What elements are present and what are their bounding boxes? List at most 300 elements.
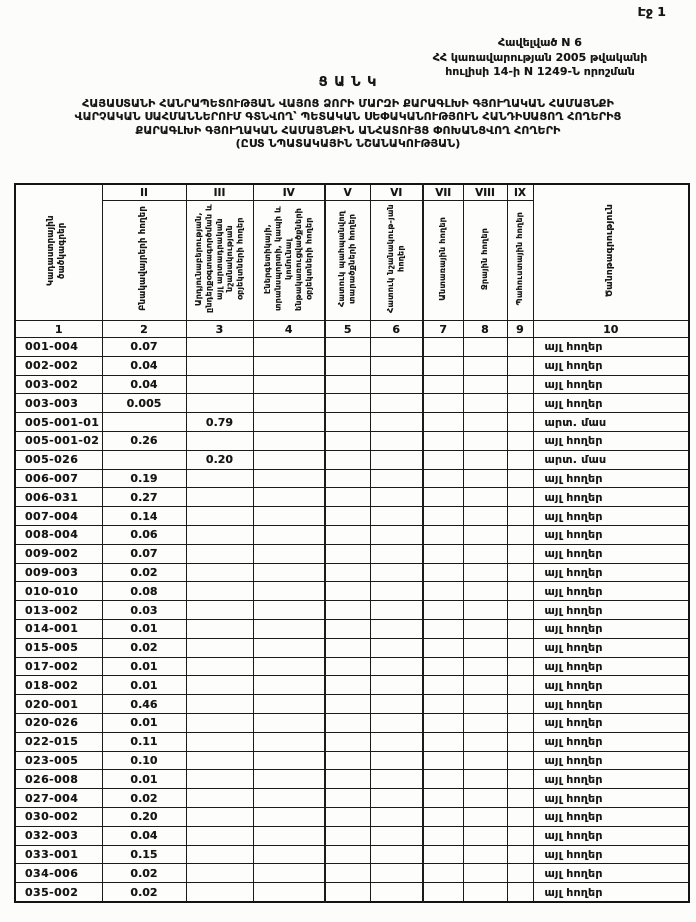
reserve-area-cell xyxy=(507,695,533,714)
col-num-7: 7 xyxy=(423,321,463,338)
roman-IX: IX xyxy=(507,184,533,201)
reserve-area-cell xyxy=(507,807,533,826)
reserve-area-cell xyxy=(507,789,533,808)
special-area-cell xyxy=(370,751,423,770)
settlement-area-cell: 0.19 xyxy=(102,469,186,488)
col-num-6: 6 xyxy=(370,321,423,338)
reserve-area-cell xyxy=(507,525,533,544)
special-area-cell xyxy=(370,638,423,657)
reserve-area-cell xyxy=(507,751,533,770)
table-row xyxy=(15,394,689,413)
protected-area-cell xyxy=(325,751,370,770)
cadastral-code-cell: 015-005 xyxy=(15,638,102,657)
roman-VII: VII xyxy=(423,184,463,201)
col-num-9: 9 xyxy=(507,321,533,338)
note-cell: այլ հողեր xyxy=(533,356,689,375)
note-cell: այլ հողեր xyxy=(533,525,689,544)
reserve-area-cell xyxy=(507,394,533,413)
energy-area-cell xyxy=(253,732,325,751)
settlement-area-cell: 0.02 xyxy=(102,864,186,883)
protected-area-cell xyxy=(325,676,370,695)
protected-area-cell xyxy=(325,525,370,544)
energy-area-cell xyxy=(253,394,325,413)
reserve-area-cell xyxy=(507,601,533,620)
industrial-area-cell xyxy=(186,375,253,394)
protected-area-cell xyxy=(325,431,370,450)
industrial-area-cell xyxy=(186,770,253,789)
table-row xyxy=(15,488,689,507)
reserve-area-cell xyxy=(507,356,533,375)
table-row xyxy=(15,657,689,676)
forest-area-cell xyxy=(423,713,463,732)
industrial-area-cell xyxy=(186,469,253,488)
protected-area-cell xyxy=(325,544,370,563)
note-cell: այլ հողեր xyxy=(533,638,689,657)
energy-area-cell xyxy=(253,563,325,582)
note-cell: այլ հողեր xyxy=(533,507,689,526)
forest-area-cell xyxy=(423,582,463,601)
water-area-cell xyxy=(463,450,507,469)
forest-area-cell xyxy=(423,488,463,507)
cadastral-code-cell: 005-026 xyxy=(15,450,102,469)
table-row xyxy=(15,751,689,770)
energy-area-cell xyxy=(253,695,325,714)
industrial-area-cell xyxy=(186,582,253,601)
industrial-area-cell xyxy=(186,431,253,450)
special-area-cell xyxy=(370,695,423,714)
table-row xyxy=(15,413,689,432)
settlement-area-cell: 0.04 xyxy=(102,375,186,394)
note-cell: արտ. մաս xyxy=(533,413,689,432)
industrial-area-cell xyxy=(186,826,253,845)
note-cell: այլ հողեր xyxy=(533,469,689,488)
industrial-area-cell xyxy=(186,713,253,732)
note-cell: այլ հողեր xyxy=(533,338,689,357)
forest-area-cell xyxy=(423,375,463,394)
water-area-cell xyxy=(463,525,507,544)
energy-area-cell xyxy=(253,751,325,770)
special-area-cell xyxy=(370,507,423,526)
industrial-area-cell xyxy=(186,751,253,770)
cadastral-code-cell: 007-004 xyxy=(15,507,102,526)
special-area-cell xyxy=(370,883,423,902)
forest-area-cell xyxy=(423,695,463,714)
roman-numeral-row xyxy=(15,184,689,201)
table-row xyxy=(15,676,689,695)
table-row xyxy=(15,770,689,789)
settlement-area-cell: 0.02 xyxy=(102,789,186,808)
header-note xyxy=(533,184,689,321)
special-area-cell xyxy=(370,789,423,808)
settlement-area-cell: 0.15 xyxy=(102,845,186,864)
energy-area-cell xyxy=(253,338,325,357)
energy-area-cell xyxy=(253,582,325,601)
roman-IV: IV xyxy=(253,184,325,201)
special-area-cell xyxy=(370,732,423,751)
note-cell: այլ հողեր xyxy=(533,789,689,808)
special-area-cell xyxy=(370,619,423,638)
settlement-area-cell: 0.26 xyxy=(102,431,186,450)
water-area-cell xyxy=(463,601,507,620)
cadastral-code-cell: 002-002 xyxy=(15,356,102,375)
protected-area-cell xyxy=(325,563,370,582)
reserve-area-cell xyxy=(507,770,533,789)
cadastral-code-cell: 033-001 xyxy=(15,845,102,864)
reserve-area-cell xyxy=(507,883,533,902)
note-cell: այլ հողեր xyxy=(533,488,689,507)
forest-area-cell xyxy=(423,807,463,826)
special-area-cell xyxy=(370,413,423,432)
protected-area-cell xyxy=(325,413,370,432)
forest-area-cell xyxy=(423,619,463,638)
note-cell: այլ հողեր xyxy=(533,864,689,883)
cadastral-code-cell: 008-004 xyxy=(15,525,102,544)
industrial-area-cell xyxy=(186,338,253,357)
roman-V: V xyxy=(325,184,370,201)
cadastral-code-cell: 022-015 xyxy=(15,732,102,751)
energy-area-cell xyxy=(253,713,325,732)
reserve-area-cell xyxy=(507,469,533,488)
forest-area-cell xyxy=(423,845,463,864)
table-header xyxy=(15,184,689,338)
reserve-area-cell xyxy=(507,413,533,432)
industrial-area-cell xyxy=(186,657,253,676)
settlement-area-cell: 0.01 xyxy=(102,619,186,638)
header-cadastral-code xyxy=(15,184,102,321)
note-cell: այլ հողեր xyxy=(533,751,689,770)
settlement-area-cell: 0.01 xyxy=(102,657,186,676)
protected-area-cell xyxy=(325,450,370,469)
land-transfer-table xyxy=(14,183,690,903)
cadastral-code-cell: 010-010 xyxy=(15,582,102,601)
note-cell: այլ հողեր xyxy=(533,676,689,695)
forest-area-cell xyxy=(423,525,463,544)
forest-area-cell xyxy=(423,601,463,620)
settlement-area-cell: 0.07 xyxy=(102,338,186,357)
forest-area-cell xyxy=(423,657,463,676)
cadastral-code-cell: 023-005 xyxy=(15,751,102,770)
col-num-10: 10 xyxy=(533,321,689,338)
special-area-cell xyxy=(370,582,423,601)
settlement-area-cell: 0.005 xyxy=(102,394,186,413)
protected-area-cell xyxy=(325,638,370,657)
industrial-area-cell xyxy=(186,394,253,413)
reserve-area-cell xyxy=(507,450,533,469)
water-area-cell xyxy=(463,544,507,563)
table-row xyxy=(15,431,689,450)
settlement-area-cell: 0.46 xyxy=(102,695,186,714)
cadastral-code-cell: 006-031 xyxy=(15,488,102,507)
note-cell: այլ հողեր xyxy=(533,807,689,826)
note-cell: այլ հողեր xyxy=(533,601,689,620)
cadastral-code-cell: 003-003 xyxy=(15,394,102,413)
settlement-area-cell: 0.11 xyxy=(102,732,186,751)
reserve-area-cell xyxy=(507,544,533,563)
document-type-heading: Ց Ա Ն Կ xyxy=(318,75,378,90)
header-reserve-lands: Պահուստային հողեր xyxy=(507,201,533,321)
header-cadastral-code-label: Կադաստրային ծածկագրեր xyxy=(46,215,68,287)
energy-area-cell xyxy=(253,356,325,375)
industrial-area-cell: 0.79 xyxy=(186,413,253,432)
forest-area-cell xyxy=(423,676,463,695)
note-cell: այլ հողեր xyxy=(533,770,689,789)
energy-area-cell xyxy=(253,469,325,488)
title-line-4: (ԸՍՏ ՆՊԱՏԱԿԱՅԻՆ ՆՇԱՆԱԿՈՒԹՅԱՆ) xyxy=(235,137,461,151)
note-cell: այլ հողեր xyxy=(533,544,689,563)
forest-area-cell xyxy=(423,826,463,845)
energy-area-cell xyxy=(253,807,325,826)
special-area-cell xyxy=(370,544,423,563)
appendix-block xyxy=(410,36,670,80)
cadastral-code-cell: 013-002 xyxy=(15,601,102,620)
cadastral-code-cell: 014-001 xyxy=(15,619,102,638)
cadastral-code-cell: 009-003 xyxy=(15,563,102,582)
header-protected-lands: Հատուկ պահպանվող տարածքների հողեր xyxy=(325,201,370,321)
settlement-area-cell: 0.06 xyxy=(102,525,186,544)
cadastral-code-cell: 026-008 xyxy=(15,770,102,789)
table-row xyxy=(15,356,689,375)
forest-area-cell xyxy=(423,394,463,413)
appendix-line-2: ՀՀ կառավարության 2005 թվականի xyxy=(432,50,648,64)
industrial-area-cell xyxy=(186,525,253,544)
water-area-cell xyxy=(463,751,507,770)
protected-area-cell xyxy=(325,356,370,375)
table-row xyxy=(15,826,689,845)
table-row xyxy=(15,619,689,638)
special-area-cell xyxy=(370,601,423,620)
water-area-cell xyxy=(463,657,507,676)
water-area-cell xyxy=(463,338,507,357)
reserve-area-cell xyxy=(507,563,533,582)
cadastral-code-cell: 018-002 xyxy=(15,676,102,695)
energy-area-cell xyxy=(253,431,325,450)
title-line-3: ՔԱՐԱԳԼԽԻ ԳՅՈՒՂԱԿԱՆ ՀԱՄԱՅՆՔԻՆ ԱՆՀԱՏՈՒՅՑ ՓՈԽԱՆՑՎՈՂ ՀՈՂԵՐԻ xyxy=(135,123,561,137)
forest-area-cell xyxy=(423,563,463,582)
water-area-cell xyxy=(463,826,507,845)
forest-area-cell xyxy=(423,883,463,902)
energy-area-cell xyxy=(253,488,325,507)
table-row xyxy=(15,638,689,657)
energy-area-cell xyxy=(253,507,325,526)
water-area-cell xyxy=(463,713,507,732)
appendix-line-3: հուլիսի 14-ի N 1249-Ն որոշման xyxy=(445,65,635,79)
industrial-area-cell xyxy=(186,732,253,751)
protected-area-cell xyxy=(325,807,370,826)
settlement-area-cell: 0.02 xyxy=(102,883,186,902)
settlement-area-cell: 0.02 xyxy=(102,638,186,657)
reserve-area-cell xyxy=(507,676,533,695)
settlement-area-cell: 0.20 xyxy=(102,807,186,826)
page-number: Էջ 1 xyxy=(637,4,666,19)
protected-area-cell xyxy=(325,826,370,845)
protected-area-cell xyxy=(325,864,370,883)
industrial-area-cell xyxy=(186,864,253,883)
note-cell: այլ հողեր xyxy=(533,582,689,601)
industrial-area-cell xyxy=(186,883,253,902)
reserve-area-cell xyxy=(507,488,533,507)
protected-area-cell xyxy=(325,619,370,638)
table-row xyxy=(15,450,689,469)
special-area-cell xyxy=(370,770,423,789)
special-area-cell xyxy=(370,394,423,413)
settlement-area-cell: 0.03 xyxy=(102,601,186,620)
settlement-area-cell: 0.01 xyxy=(102,770,186,789)
industrial-area-cell xyxy=(186,563,253,582)
water-area-cell xyxy=(463,469,507,488)
protected-area-cell xyxy=(325,695,370,714)
protected-area-cell xyxy=(325,582,370,601)
reserve-area-cell xyxy=(507,713,533,732)
protected-area-cell xyxy=(325,845,370,864)
energy-area-cell xyxy=(253,657,325,676)
table-row xyxy=(15,563,689,582)
forest-area-cell xyxy=(423,864,463,883)
forest-area-cell xyxy=(423,789,463,808)
energy-area-cell xyxy=(253,845,325,864)
table-body xyxy=(15,338,689,902)
header-forest-lands: Անտառային հողեր xyxy=(423,201,463,321)
cadastral-code-cell: 005-001-02 xyxy=(15,431,102,450)
cadastral-code-cell: 034-006 xyxy=(15,864,102,883)
water-area-cell xyxy=(463,375,507,394)
protected-area-cell xyxy=(325,394,370,413)
table-row xyxy=(15,525,689,544)
settlement-area-cell: 0.04 xyxy=(102,826,186,845)
water-area-cell xyxy=(463,356,507,375)
table-row xyxy=(15,864,689,883)
industrial-area-cell xyxy=(186,356,253,375)
cadastral-code-cell: 006-007 xyxy=(15,469,102,488)
col-num-5: 5 xyxy=(325,321,370,338)
special-area-cell xyxy=(370,563,423,582)
special-area-cell xyxy=(370,713,423,732)
forest-area-cell xyxy=(423,450,463,469)
roman-II: II xyxy=(102,184,186,201)
special-area-cell xyxy=(370,826,423,845)
water-area-cell xyxy=(463,695,507,714)
col-num-1: 1 xyxy=(15,321,102,338)
protected-area-cell xyxy=(325,657,370,676)
cadastral-code-cell: 020-026 xyxy=(15,713,102,732)
industrial-area-cell xyxy=(186,507,253,526)
note-cell: այլ հողեր xyxy=(533,563,689,582)
note-cell: այլ հողեր xyxy=(533,883,689,902)
water-area-cell xyxy=(463,864,507,883)
forest-area-cell xyxy=(423,507,463,526)
reserve-area-cell xyxy=(507,338,533,357)
protected-area-cell xyxy=(325,770,370,789)
reserve-area-cell xyxy=(507,507,533,526)
settlement-area-cell: 0.14 xyxy=(102,507,186,526)
reserve-area-cell xyxy=(507,826,533,845)
cadastral-code-cell: 017-002 xyxy=(15,657,102,676)
col-num-2: 2 xyxy=(102,321,186,338)
header-water-lands: Ջրային հողեր xyxy=(463,201,507,321)
header-energy-transport-lands: Էներգետիկայի, տրանսպորտի, կապի և կոմունալ ենթակառուցվածքների օբյեկտների հողեր xyxy=(253,201,325,321)
water-area-cell xyxy=(463,394,507,413)
forest-area-cell xyxy=(423,356,463,375)
cadastral-code-cell: 001-004 xyxy=(15,338,102,357)
industrial-area-cell xyxy=(186,544,253,563)
special-area-cell xyxy=(370,657,423,676)
col-num-3: 3 xyxy=(186,321,253,338)
water-area-cell xyxy=(463,807,507,826)
special-area-cell xyxy=(370,375,423,394)
protected-area-cell xyxy=(325,883,370,902)
forest-area-cell xyxy=(423,751,463,770)
energy-area-cell xyxy=(253,883,325,902)
note-cell: այլ հողեր xyxy=(533,845,689,864)
reserve-area-cell xyxy=(507,638,533,657)
energy-area-cell xyxy=(253,638,325,657)
special-area-cell xyxy=(370,864,423,883)
col-num-4: 4 xyxy=(253,321,325,338)
header-note-label: Ծանոթագրություն xyxy=(604,204,615,298)
industrial-area-cell xyxy=(186,638,253,657)
cadastral-code-cell: 003-002 xyxy=(15,375,102,394)
cadastral-code-cell: 032-003 xyxy=(15,826,102,845)
water-area-cell xyxy=(463,732,507,751)
roman-VI: VI xyxy=(370,184,423,201)
water-area-cell xyxy=(463,619,507,638)
forest-area-cell xyxy=(423,638,463,657)
table-row xyxy=(15,732,689,751)
cadastral-code-cell: 030-002 xyxy=(15,807,102,826)
note-cell: այլ հողեր xyxy=(533,695,689,714)
protected-area-cell xyxy=(325,375,370,394)
reserve-area-cell xyxy=(507,657,533,676)
note-cell: այլ հողեր xyxy=(533,394,689,413)
water-area-cell xyxy=(463,488,507,507)
water-area-cell xyxy=(463,845,507,864)
industrial-area-cell xyxy=(186,807,253,826)
note-cell: այլ հողեր xyxy=(533,431,689,450)
settlement-area-cell xyxy=(102,450,186,469)
energy-area-cell xyxy=(253,375,325,394)
energy-area-cell xyxy=(253,450,325,469)
table-row xyxy=(15,375,689,394)
reserve-area-cell xyxy=(507,619,533,638)
industrial-area-cell xyxy=(186,695,253,714)
special-area-cell xyxy=(370,845,423,864)
reserve-area-cell xyxy=(507,431,533,450)
note-cell: այլ հողեր xyxy=(533,713,689,732)
forest-area-cell xyxy=(423,770,463,789)
note-cell: այլ հողեր xyxy=(533,657,689,676)
note-cell: արտ. մաս xyxy=(533,450,689,469)
industrial-area-cell xyxy=(186,488,253,507)
energy-area-cell xyxy=(253,676,325,695)
table-row xyxy=(15,845,689,864)
industrial-area-cell xyxy=(186,601,253,620)
note-cell: այլ հողեր xyxy=(533,619,689,638)
title-line-2: ՎԱՐՉԱԿԱՆ ՍԱՀՄԱՆՆԵՐՈՒՄ ԳՏՆՎՈՂ՝ ՊԵՏԱԿԱՆ ՍԵՓԱԿԱՆՈՒԹՅՈՒՆ ՀԱՆԴԻՍԱՑՈՂ ՀՈՂԵՐԻՑ xyxy=(74,110,622,124)
header-industrial-lands: Արդյունաբերության, ընդերքօգտագործման և այլ արտադրական նշանակության օբյեկտների հողեր xyxy=(186,201,253,321)
special-area-cell xyxy=(370,431,423,450)
cadastral-code-cell: 035-002 xyxy=(15,883,102,902)
cadastral-code-cell: 027-004 xyxy=(15,789,102,808)
forest-area-cell xyxy=(423,544,463,563)
settlement-area-cell xyxy=(102,413,186,432)
protected-area-cell xyxy=(325,601,370,620)
special-area-cell xyxy=(370,525,423,544)
header-special-purpose-lands: Հատուկ նշանակութ-յան հողեր xyxy=(370,201,423,321)
energy-area-cell xyxy=(253,601,325,620)
water-area-cell xyxy=(463,507,507,526)
special-area-cell xyxy=(370,676,423,695)
settlement-area-cell: 0.27 xyxy=(102,488,186,507)
industrial-area-cell xyxy=(186,619,253,638)
